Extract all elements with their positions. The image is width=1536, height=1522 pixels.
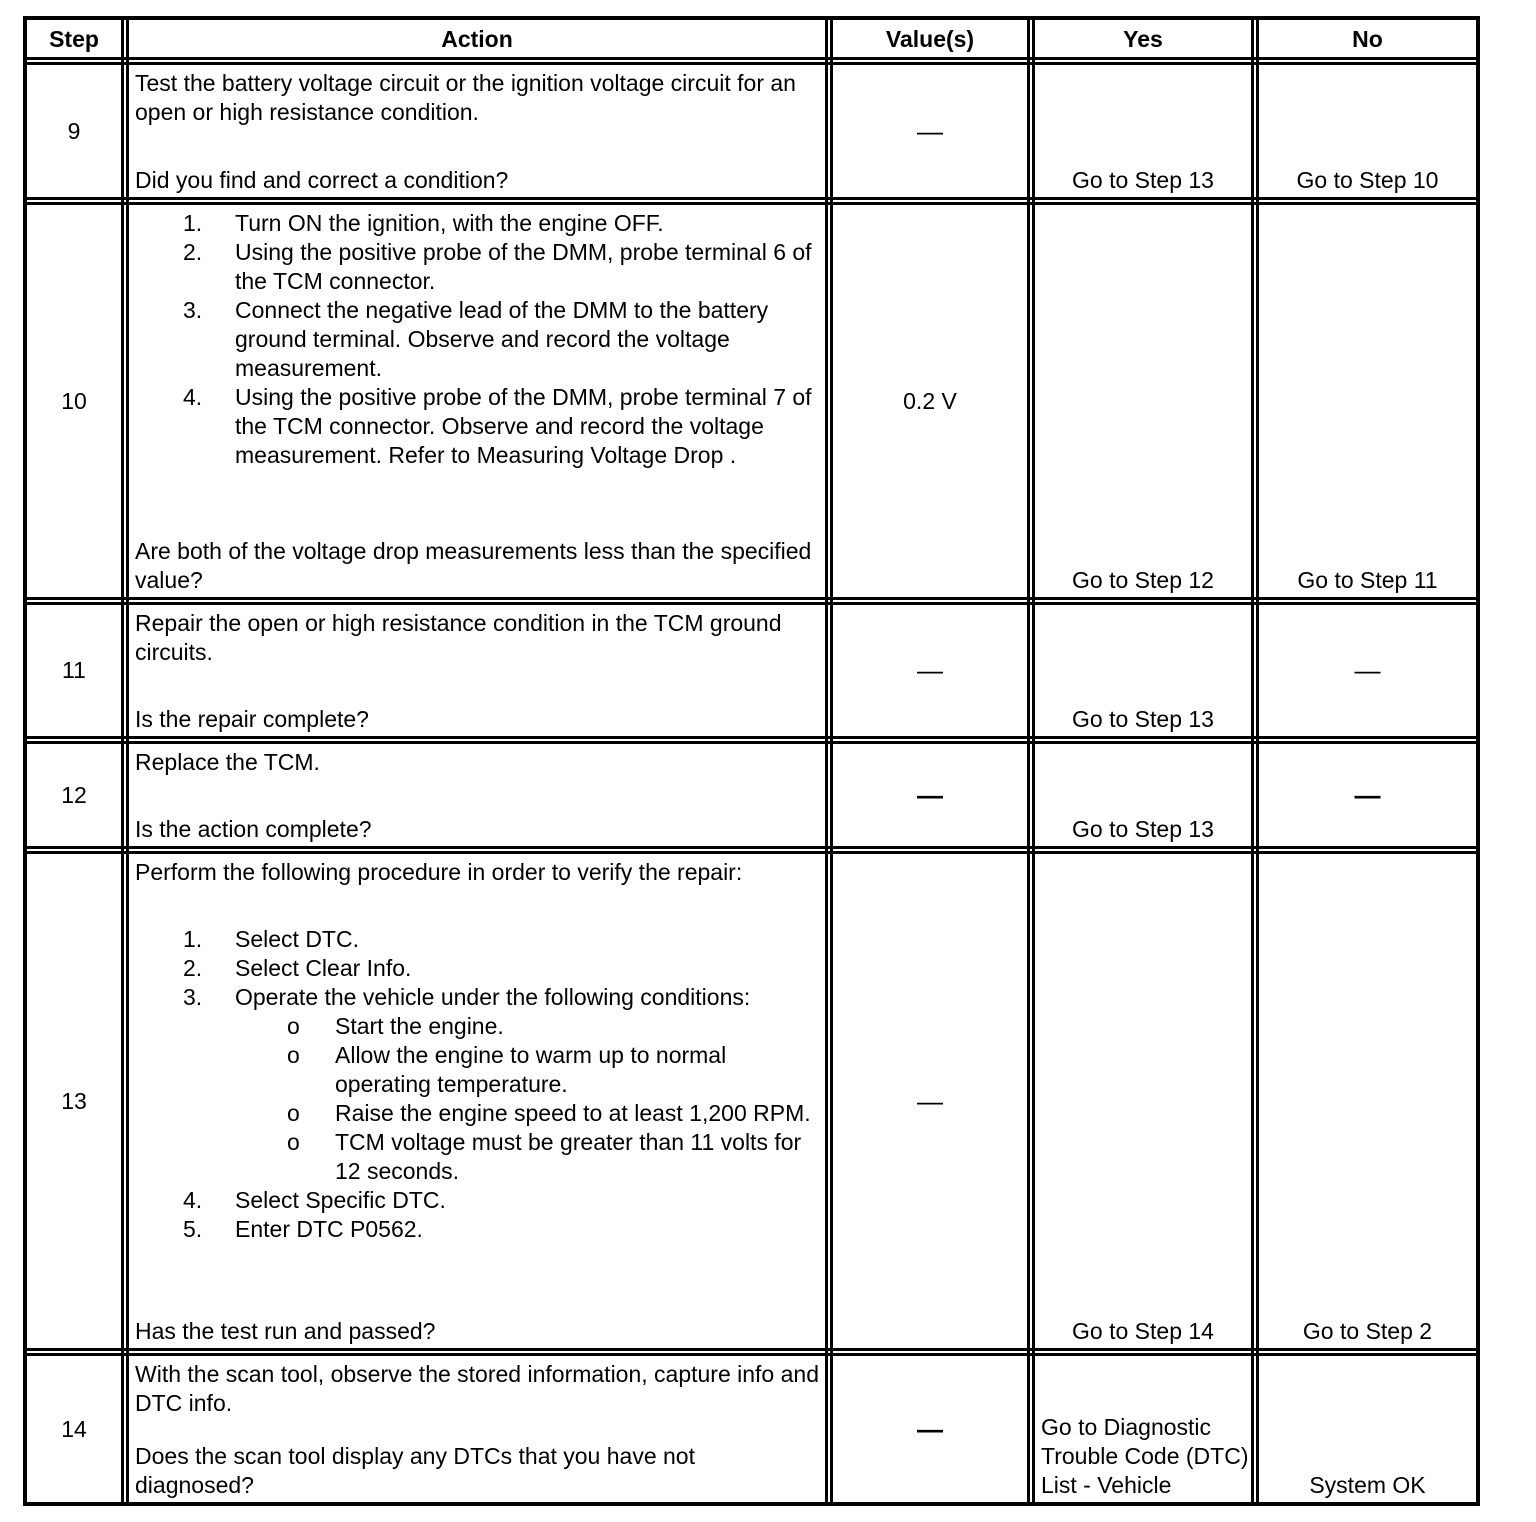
item-text: Select Specific DTC. — [235, 1187, 446, 1213]
action-cell — [129, 744, 825, 846]
action-question: Did you find and correct a condition? — [135, 167, 509, 193]
no-result: — — [1354, 779, 1381, 810]
yes-result: Go to Step 13 — [1072, 816, 1214, 842]
item-text: Allow the engine to warm up to normal operating temperature. — [335, 1042, 727, 1097]
list-item — [135, 1012, 819, 1041]
item-number: 3. — [183, 297, 203, 323]
item-text: TCM voltage must be greater than 11 volts for 12 seconds. — [335, 1129, 802, 1184]
item-text: Using the positive probe of the DMM, probe terminal 7 of the TCM connector. Observe and record the voltage measurement. Refer to Measuring Voltage Drop . — [235, 384, 812, 468]
list-item — [135, 1099, 819, 1128]
action-text: Perform the following procedure in order to verify the repair: — [135, 859, 743, 885]
procedure-list — [135, 209, 819, 470]
yes-result: Go to Step 13 — [1072, 706, 1214, 732]
value-cell: — — [917, 1085, 943, 1116]
item-number: 1. — [183, 210, 203, 236]
list-item — [135, 1215, 819, 1244]
step-number: 13 — [61, 1087, 87, 1114]
list-item — [135, 383, 819, 470]
item-number: 3. — [183, 984, 203, 1010]
list-item — [135, 296, 819, 383]
list-item — [135, 209, 819, 238]
action-text: Test the battery voltage circuit or the ignition voltage circuit for an open or high resistance condition. — [135, 70, 796, 125]
yes-result: Go to Diagnostic Trouble Code (DTC) List - Vehicle — [1041, 1414, 1249, 1498]
value-cell: 0.2 V — [903, 387, 957, 414]
action-question: Are both of the voltage drop measurements less than the specified value? — [135, 538, 812, 593]
yes-result: Go to Step 14 — [1072, 1318, 1214, 1344]
list-item — [135, 1041, 819, 1099]
value-cell: — — [917, 115, 943, 146]
yes-result: Go to Step 12 — [1072, 567, 1214, 593]
item-text: Using the positive probe of the DMM, probe terminal 6 of the TCM connector. — [235, 239, 812, 294]
action-text: Replace the TCM. — [135, 749, 320, 775]
procedure-list — [135, 925, 819, 1012]
action-cell — [129, 854, 825, 1348]
step-number: 12 — [61, 781, 87, 808]
item-text: Connect the negative lead of the DMM to the battery ground terminal. Observe and record the voltage measurement. — [235, 297, 769, 381]
header-values: Value(s) — [885, 26, 975, 52]
action-question: Does the scan tool display any DTCs that you have not diagnosed? — [135, 1443, 695, 1498]
bullet-icon: o — [287, 1129, 300, 1155]
item-text: Turn ON the ignition, with the engine OFF. — [235, 210, 664, 236]
item-number: 5. — [183, 1216, 203, 1242]
no-result: Go to Step 2 — [1302, 1318, 1433, 1344]
step-number: 14 — [61, 1415, 87, 1442]
step-number: 11 — [62, 657, 86, 683]
list-item — [135, 1186, 819, 1215]
header-yes: Yes — [1123, 26, 1163, 52]
item-text: Enter DTC P0562. — [235, 1216, 423, 1242]
no-result: Go to Step 11 — [1297, 567, 1438, 593]
item-text: Select DTC. — [235, 926, 359, 952]
value-cell: — — [917, 655, 943, 685]
procedure-list — [135, 1186, 819, 1244]
item-number: 2. — [183, 239, 203, 265]
item-number: 4. — [183, 384, 203, 410]
action-question: Is the action complete? — [135, 816, 372, 842]
action-cell — [129, 65, 825, 197]
action-text: With the scan tool, observe the stored information, capture info and DTC info. — [135, 1361, 819, 1416]
bullet-icon: o — [287, 1013, 300, 1039]
list-item — [135, 238, 819, 296]
item-text: Start the engine. — [335, 1013, 504, 1039]
list-item — [135, 954, 819, 983]
header-action: Action — [441, 26, 513, 52]
yes-result: Go to Step 13 — [1072, 167, 1214, 193]
header-no: No — [1352, 26, 1383, 52]
action-question: Has the test run and passed? — [135, 1318, 436, 1344]
action-text: Repair the open or high resistance condition in the TCM ground circuits. — [135, 610, 782, 665]
no-result: — — [1354, 655, 1381, 685]
item-text: Operate the vehicle under the following conditions: — [235, 984, 751, 1010]
bullet-icon: o — [287, 1100, 300, 1126]
step-number: 10 — [61, 387, 87, 414]
item-text: Select Clear Info. — [235, 955, 412, 981]
action-cell — [129, 1356, 825, 1502]
no-result: Go to Step 10 — [1296, 167, 1439, 193]
list-item — [135, 1128, 819, 1186]
value-cell: — — [917, 779, 943, 810]
action-cell — [129, 205, 825, 597]
item-number: 1. — [183, 926, 203, 952]
condition-list — [135, 1012, 819, 1186]
list-item — [135, 983, 819, 1012]
action-question: Is the repair complete? — [135, 706, 369, 732]
bullet-icon: o — [287, 1042, 300, 1068]
value-cell: — — [917, 1413, 943, 1444]
item-text: Raise the engine speed to at least 1,200 RPM. — [335, 1100, 811, 1126]
header-step: Step — [49, 26, 99, 52]
list-item — [135, 925, 819, 954]
step-number: 9 — [67, 117, 81, 144]
action-cell — [129, 605, 825, 736]
item-number: 2. — [183, 955, 203, 981]
item-number: 4. — [183, 1187, 203, 1213]
no-result: System OK — [1309, 1472, 1426, 1498]
